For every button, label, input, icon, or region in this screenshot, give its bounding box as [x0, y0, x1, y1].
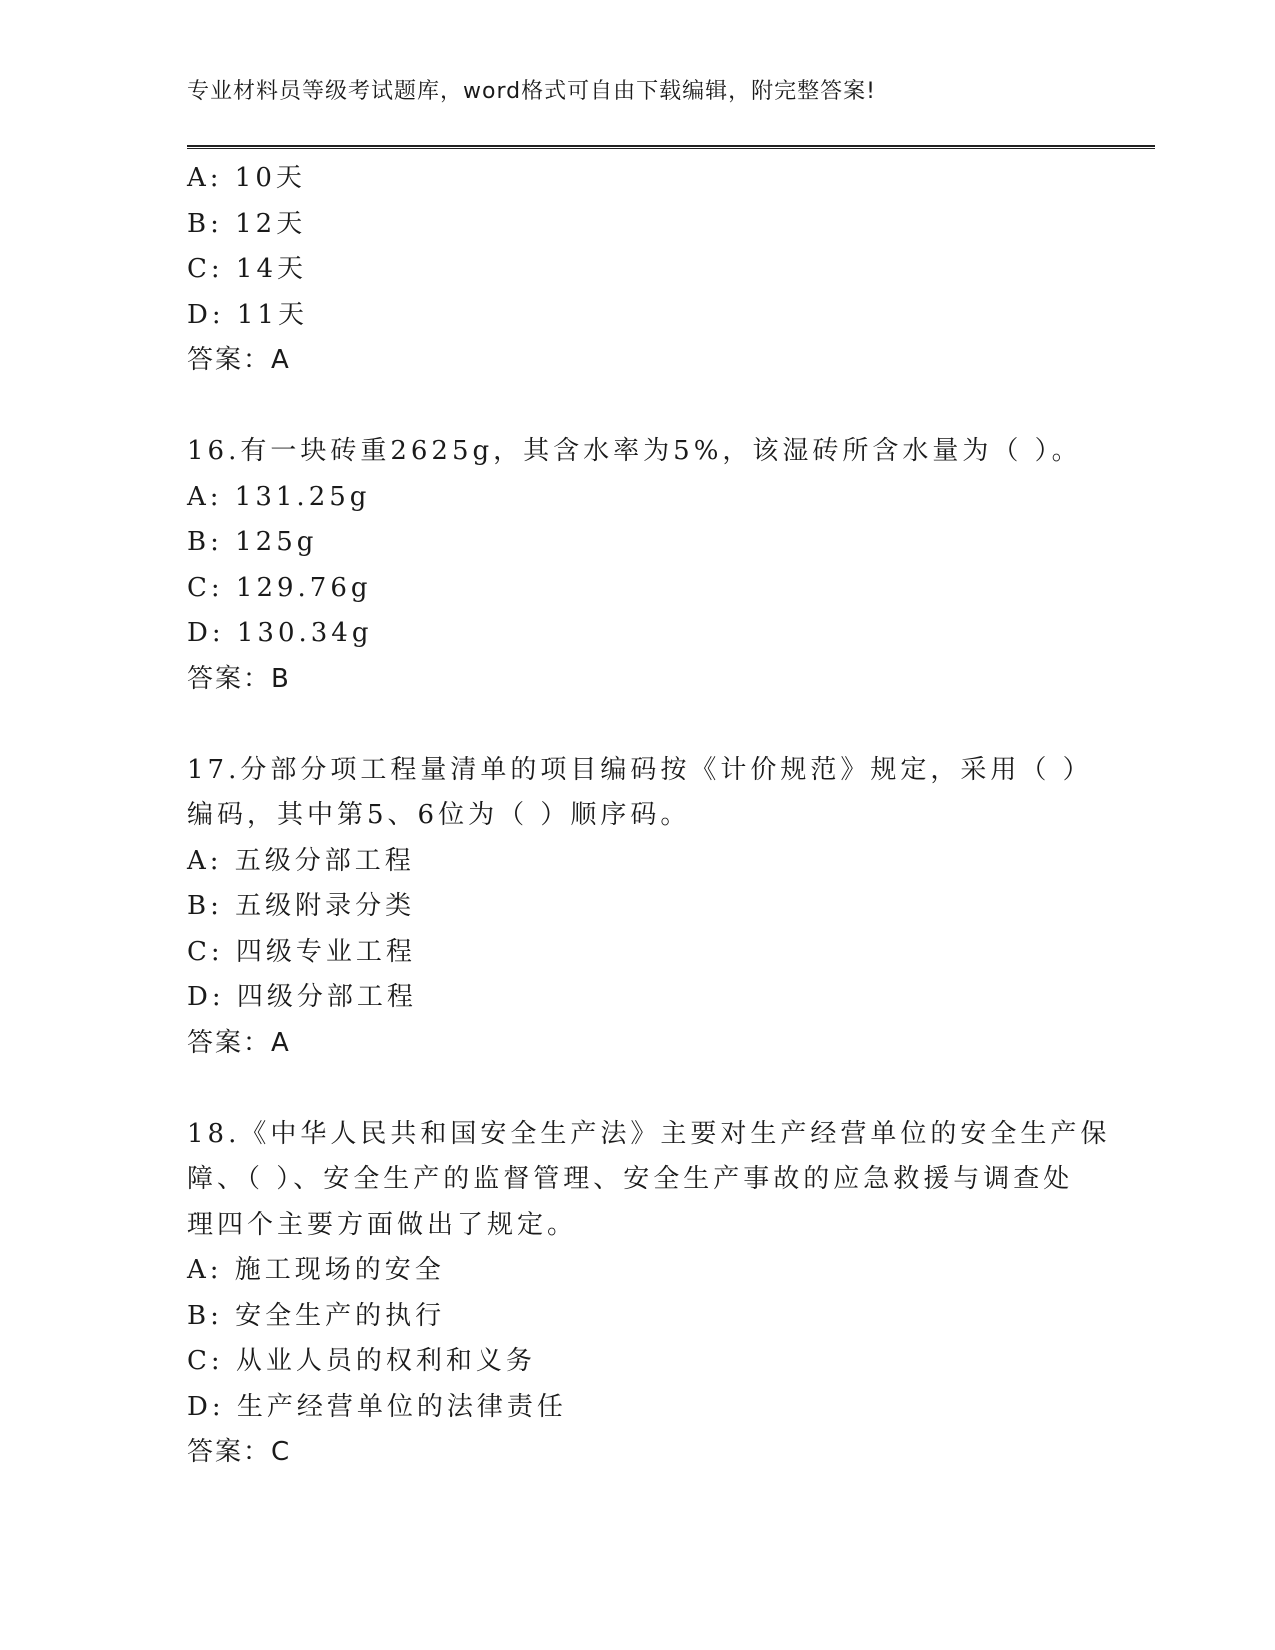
option-c: C: 14天 — [187, 254, 308, 284]
option-d: D: 130.34g — [187, 618, 373, 648]
spacer — [187, 1066, 1087, 1112]
option-b: B: 12天 — [187, 208, 307, 239]
option-d: D: 四级分部工程 — [187, 982, 417, 1012]
question-text: 16.有一块砖重2625g，其含水率为5%，该湿砖所含水量为（ ）。 — [187, 436, 1082, 466]
header-divider — [187, 145, 1155, 149]
answer-line: 答案：A — [187, 1027, 291, 1058]
option-b: B: 安全生产的执行 — [187, 1300, 446, 1331]
option-c: C: 四级专业工程 — [187, 936, 416, 967]
question-text: 18.《中华人民共和国安全生产法》主要对生产经营单位的安全生产保 — [187, 1118, 1111, 1149]
spacer — [187, 384, 1087, 430]
question-text: 17.分部分项工程量清单的项目编码按《计价规范》规定，采用（ ） — [187, 754, 1093, 785]
option-a: A: 五级分部工程 — [187, 845, 415, 876]
question-text: 障、（ ）、安全生产的监督管理、安全生产事故的应急救援与调查处 — [187, 1164, 1074, 1194]
question-block — [187, 156, 1087, 384]
option-b: B: 125g — [187, 527, 318, 557]
answer-line: 答案：B — [187, 663, 291, 694]
option-c: C: 从业人员的权利和义务 — [187, 1346, 536, 1376]
question-list — [187, 156, 1111, 1476]
answer-line: 答案：C — [187, 1437, 292, 1467]
option-d: D: 生产经营单位的法律责任 — [187, 1391, 567, 1422]
question-text: 理四个主要方面做出了规定。 — [187, 1209, 578, 1240]
page-header: 专业材料员等级考试题库，word格式可自由下载编辑，附完整答案! — [187, 79, 876, 104]
question-block — [187, 748, 1093, 1067]
spacer — [187, 702, 1087, 748]
question-block — [187, 1112, 1111, 1476]
option-a: A: 施工现场的安全 — [187, 1255, 445, 1285]
option-a: A: 10天 — [187, 163, 306, 193]
option-c: C: 129.76g — [187, 572, 372, 603]
option-d: D: 11天 — [187, 299, 308, 330]
question-text: 编码，其中第5、6位为（ ）顺序码。 — [187, 800, 691, 830]
option-a: A: 131.25g — [187, 481, 371, 512]
question-block — [187, 429, 1087, 702]
answer-line: 答案：A — [187, 345, 291, 375]
option-b: B: 五级附录分类 — [187, 891, 416, 921]
